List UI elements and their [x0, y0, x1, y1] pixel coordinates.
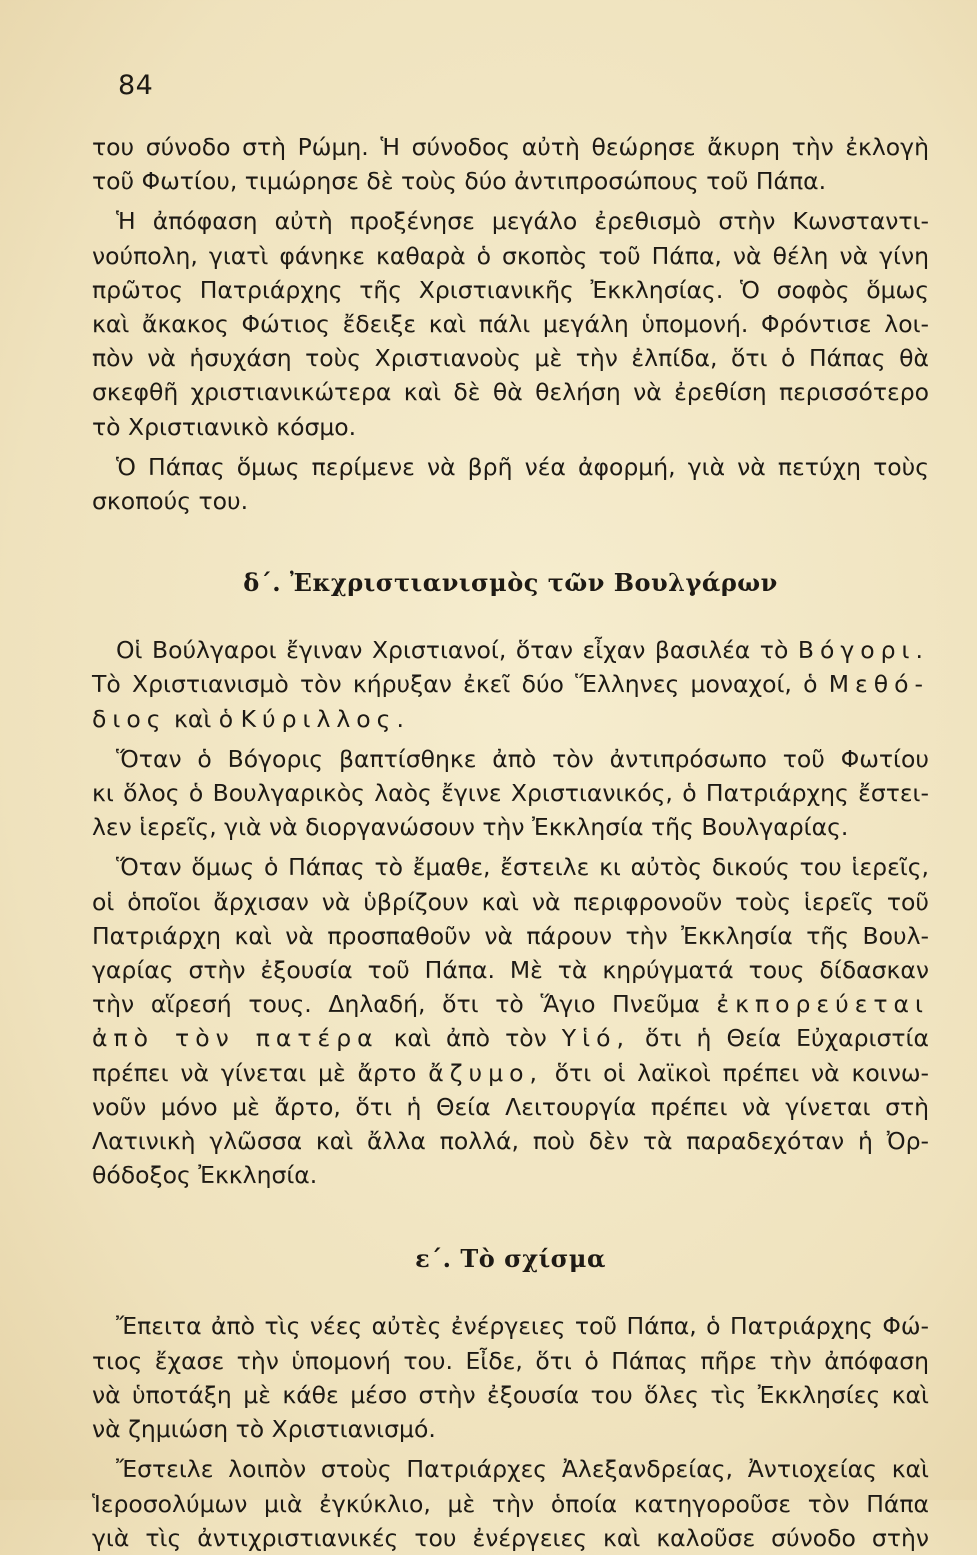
spaced-phrase: ἀπὸ τὸν πατέρα [92, 1024, 379, 1053]
text-line: του σύνοδο στὴ Ρώμη. Ἡ σύνοδος αὐτὴ θεώρησε ἄκυρη τὴν ἐκλογὴ [92, 133, 929, 161]
spaced-name-methodios-end: διος [92, 704, 167, 733]
text-fragment: πρέπει νὰ γίνεται μὲ ἄρτο [92, 1058, 417, 1087]
section-1-paragraph-2 [92, 742, 929, 845]
text-fragment: καὶ ὁ [173, 704, 234, 733]
page-number: 84 [118, 70, 154, 101]
text-line: τὸ Χριστιανικὸ κόσμο. [92, 412, 357, 441]
text-line: Ἔπειτα ἀπὸ τὶς νέες αὐτὲς ἐνέργειες τοῦ Πάπα, ὁ Πατριάρχης Φώ- [116, 1312, 929, 1341]
text-line: νοῦν μόνο μὲ ἄρτο, ὅτι ἡ Θεία Λειτουργία πρέπει νὰ γίνεται στὴ [92, 1092, 929, 1121]
text-line: τοῦ Φωτίου, τιμώρησε δὲ τοὺς δύο ἀντιπροσώπους τοῦ Πάπα. [92, 167, 827, 196]
text-line: λεν ἱερεῖς, γιὰ νὰ διοργανώσουν τὴν Ἐκκλησία τῆς Βουλγαρίας. [92, 813, 849, 842]
text-line: Λατινικὴ γλῶσσα καὶ ἄλλα πολλά, ποὺ δὲν τὰ παραδεχόταν ἡ Ὀρ- [92, 1127, 929, 1156]
text-fragment: ὅτι οἱ λαϊκοὶ πρέπει νὰ κοινω- [554, 1058, 929, 1087]
spaced-name-kyrillos: Κύριλλος. [240, 704, 410, 733]
text-line [92, 702, 929, 736]
text-fragment: ὅτι ἡ Θεία Εὐχαριστία [645, 1024, 929, 1053]
text-line [92, 633, 929, 667]
text-line: νὰ ὑποτάξη μὲ κάθε μέσο στὴν ἐξουσία του ὅλες τὶς Ἐκκλησίες καὶ [92, 1380, 929, 1409]
text-line: καὶ ἄκακος Φώτιος ἔδειξε καὶ πάλι μεγάλη ὑπομονή. Φρόντισε λοι- [92, 310, 929, 339]
page-body [92, 130, 929, 1555]
text-line: γαρίας στὴν ἐξουσία τοῦ Πάπα. Μὲ τὰ κηρύγματά τους δίδασκαν [92, 956, 929, 985]
text-fragment: καὶ ἀπὸ τὸν [393, 1024, 547, 1053]
text-line [92, 1021, 929, 1055]
text-line: Ἱεροσολύμων μιὰ ἐγκύκλιο, μὲ τὴν ὁποία κατηγοροῦσε τὸν Πάπα [92, 1489, 929, 1518]
spaced-word: ἐκπορεύεται [716, 990, 929, 1019]
spaced-word: Υἱό, [561, 1024, 630, 1053]
text-line: νούπολη, γιατὶ φάνηκε καθαρὰ ὁ σκοπὸς τοῦ Πάπα, νὰ θέλη νὰ γίνη [92, 241, 929, 270]
section-heading-schism: ε΄. Τὸ σχίσμα [415, 1244, 606, 1274]
text-line: Ὅταν ὁ Βόγορις βαπτίσθηκε ἀπὸ τὸν ἀντιπρόσωπο τοῦ Φωτίου [116, 744, 929, 773]
text-fragment: Οἱ Βούλγαροι ἔγιναν Χριστιανοί, ὅταν εἶχαν βασιλέα τὸ [116, 636, 789, 665]
text-fragment: Τὸ Χριστιανισμὸ τὸν κήρυξαν ἐκεῖ δύο Ἕλληνες μοναχοί, ὁ [92, 670, 818, 699]
text-line [92, 987, 929, 1021]
intro-paragraph-2 [92, 204, 929, 443]
text-line: πρῶτος Πατριάρχης τῆς Χριστιανικῆς Ἐκκλησίας. Ὁ σοφὸς ὅμως [92, 275, 929, 304]
text-line: γιὰ τὶς ἀντιχριστιανικές του ἐνέργειες καὶ καλοῦσε σύνοδο στὴν [92, 1523, 929, 1552]
text-line: Ἡ ἀπόφαση αὐτὴ προξένησε μεγάλο ἐρεθισμὸ στὴν Κωνσταντι- [116, 207, 929, 236]
text-line: Ὅταν ὅμως ὁ Πάπας τὸ ἔμαθε, ἔστειλε κι αὐτὸς δικούς του ἱερεῖς, [116, 853, 929, 882]
intro-paragraph-3 [92, 450, 929, 518]
text-line: κι ὅλος ὁ Βουλγαρικὸς λαὸς ἔγινε Χριστιανικός, ὁ Πατριάρχης ἔστει- [92, 779, 929, 808]
section-2-paragraph-2 [92, 1452, 929, 1555]
text-line: Ὁ Πάπας ὅμως περίμενε νὰ βρῆ νέα ἀφορμή, γιὰ νὰ πετύχη τοὺς [116, 452, 929, 481]
text-line [92, 667, 929, 701]
text-line: Ἔστειλε λοιπὸν στοὺς Πατριάρχες Ἀλεξανδρείας, Ἀντιοχείας καὶ [116, 1455, 929, 1484]
text-line: σκεφθῆ χριστιανικώτερα καὶ δὲ θὰ θελήση νὰ ἐρεθίση περισσότερο [92, 378, 929, 407]
section-1-paragraph-3 [92, 850, 929, 1192]
text-fragment: τὴν αἵρεσή τους. Δηλαδή, ὅτι τὸ Ἅγιο Πνεῦμα [92, 990, 700, 1019]
text-line: σκοπούς του. [92, 487, 249, 516]
section-2-paragraph-1 [92, 1309, 929, 1446]
intro-paragraph-1 [92, 130, 929, 198]
section-1-paragraph-1 [92, 633, 929, 736]
text-line: τιος ἔχασε τὴν ὑπομονή του. Εἶδε, ὅτι ὁ Πάπας πῆρε τὴν ἀπόφαση [92, 1346, 929, 1375]
spaced-word: ἄζυμο, [428, 1058, 543, 1087]
text-line: πὸν νὰ ἡσυχάση τοὺς Χριστιανοὺς μὲ τὴν ἐλπίδα, ὅτι ὁ Πάπας θὰ [92, 344, 929, 373]
text-line: οἱ ὁποῖοι ἄρχισαν νὰ ὑβρίζουν καὶ νὰ περιφρονοῦν τοὺς ἱερεῖς τοῦ [92, 887, 929, 916]
section-heading-bulgarians: δ΄. Ἐκχριστιανισμὸς τῶν Βουλγάρων [243, 568, 778, 598]
text-line: θόδοξος Ἐκκλησία. [92, 1161, 318, 1190]
spaced-name-methodios: Μεθό- [828, 670, 929, 699]
text-line: νὰ ζημιώση τὸ Χριστιανισμό. [92, 1415, 436, 1444]
text-line [92, 1056, 929, 1090]
text-line: Πατριάρχη καὶ νὰ προσπαθοῦν νὰ πάρουν τὴν Ἐκκλησία τῆς Βουλ- [92, 921, 929, 950]
spaced-name-vogoris: Βόγορι. [797, 636, 929, 665]
